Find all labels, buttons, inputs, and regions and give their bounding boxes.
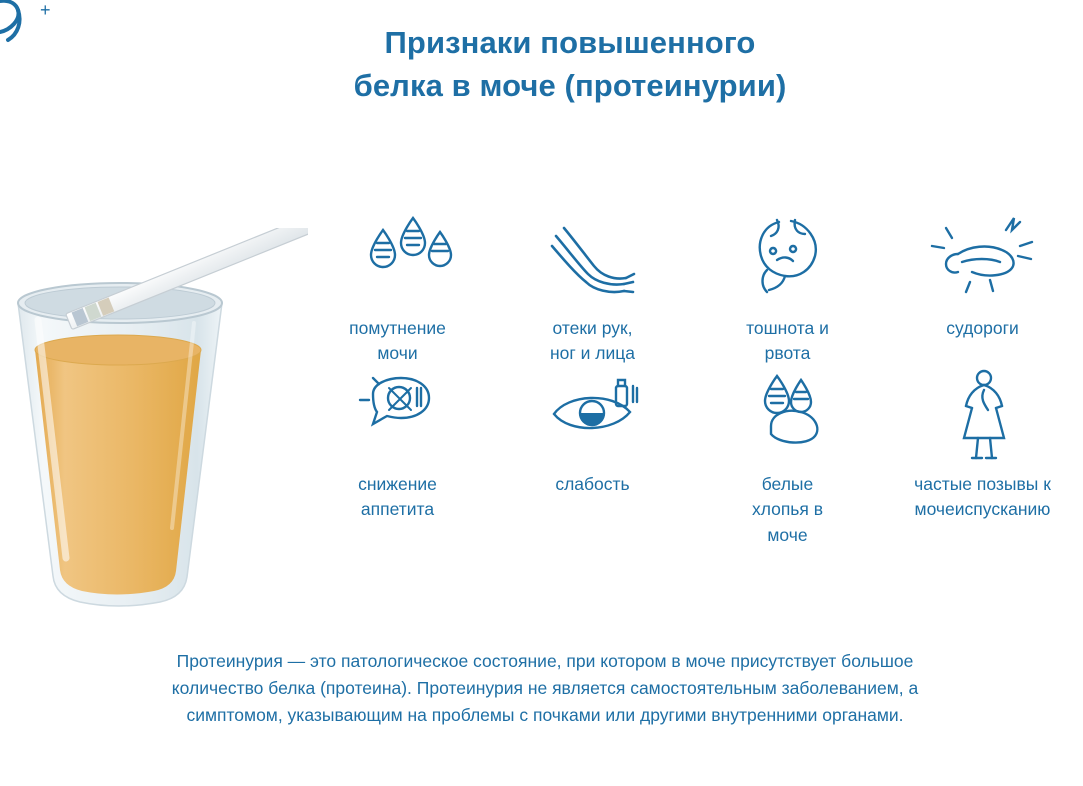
frequent-urination-icon — [928, 366, 1038, 462]
glass-body — [18, 283, 222, 606]
symptom-label: белые хлопья в моче — [751, 474, 824, 545]
page-title-line-2: белка в моче (протеинурии) — [353, 67, 787, 103]
symptom-label: тошнота и рвота — [746, 318, 829, 364]
no-appetite-icon — [343, 366, 453, 462]
white-flakes-urine-icon — [733, 366, 843, 462]
symptom-item-swelling — [495, 210, 690, 364]
description-line-2: количество белка (протеина). Протеинурия не является самостоятельным заболеванием, а — [171, 678, 919, 699]
tired-eye-icon — [538, 366, 648, 462]
symptoms-grid — [300, 210, 1080, 545]
symptom-label: помутнение мочи — [349, 318, 446, 364]
swollen-foot-icon — [538, 210, 648, 306]
urine-drops-icon — [343, 210, 453, 306]
logo-mark — [0, 0, 60, 60]
symptom-label: судороги — [946, 318, 1019, 338]
description-line-1: Протеинурия — это патологическое состояние, при котором в моче присутствует большое — [176, 651, 914, 671]
description-paragraph — [70, 648, 1020, 729]
cramping-hand-icon — [928, 210, 1038, 306]
symptom-item-cloudy-urine — [300, 210, 495, 364]
symptom-item-frequent-urination — [885, 366, 1080, 526]
symptom-item-weakness — [495, 366, 690, 526]
symptom-label: слабость — [555, 474, 630, 494]
logo-plus: + — [40, 0, 51, 20]
symptom-item-cramps — [885, 210, 1080, 360]
symptom-item-appetite — [300, 366, 495, 526]
symptom-label: отеки рук, ног и лица — [549, 318, 636, 364]
description-line-3: симптомом, указывающим на проблемы с почками или другими внутренними органами. — [186, 705, 904, 726]
symptom-label: снижение аппетита — [358, 474, 437, 520]
page-title-line-1: Признаки повышенного — [384, 25, 756, 60]
page-title — [220, 22, 920, 108]
symptom-item-white-flakes — [690, 366, 885, 545]
nausea-person-icon — [733, 210, 843, 306]
symptom-item-nausea — [690, 210, 885, 364]
urine-sample-glass-with-test-strip — [8, 228, 308, 628]
symptom-label: частые позывы к мочеиспусканию — [914, 474, 1051, 520]
